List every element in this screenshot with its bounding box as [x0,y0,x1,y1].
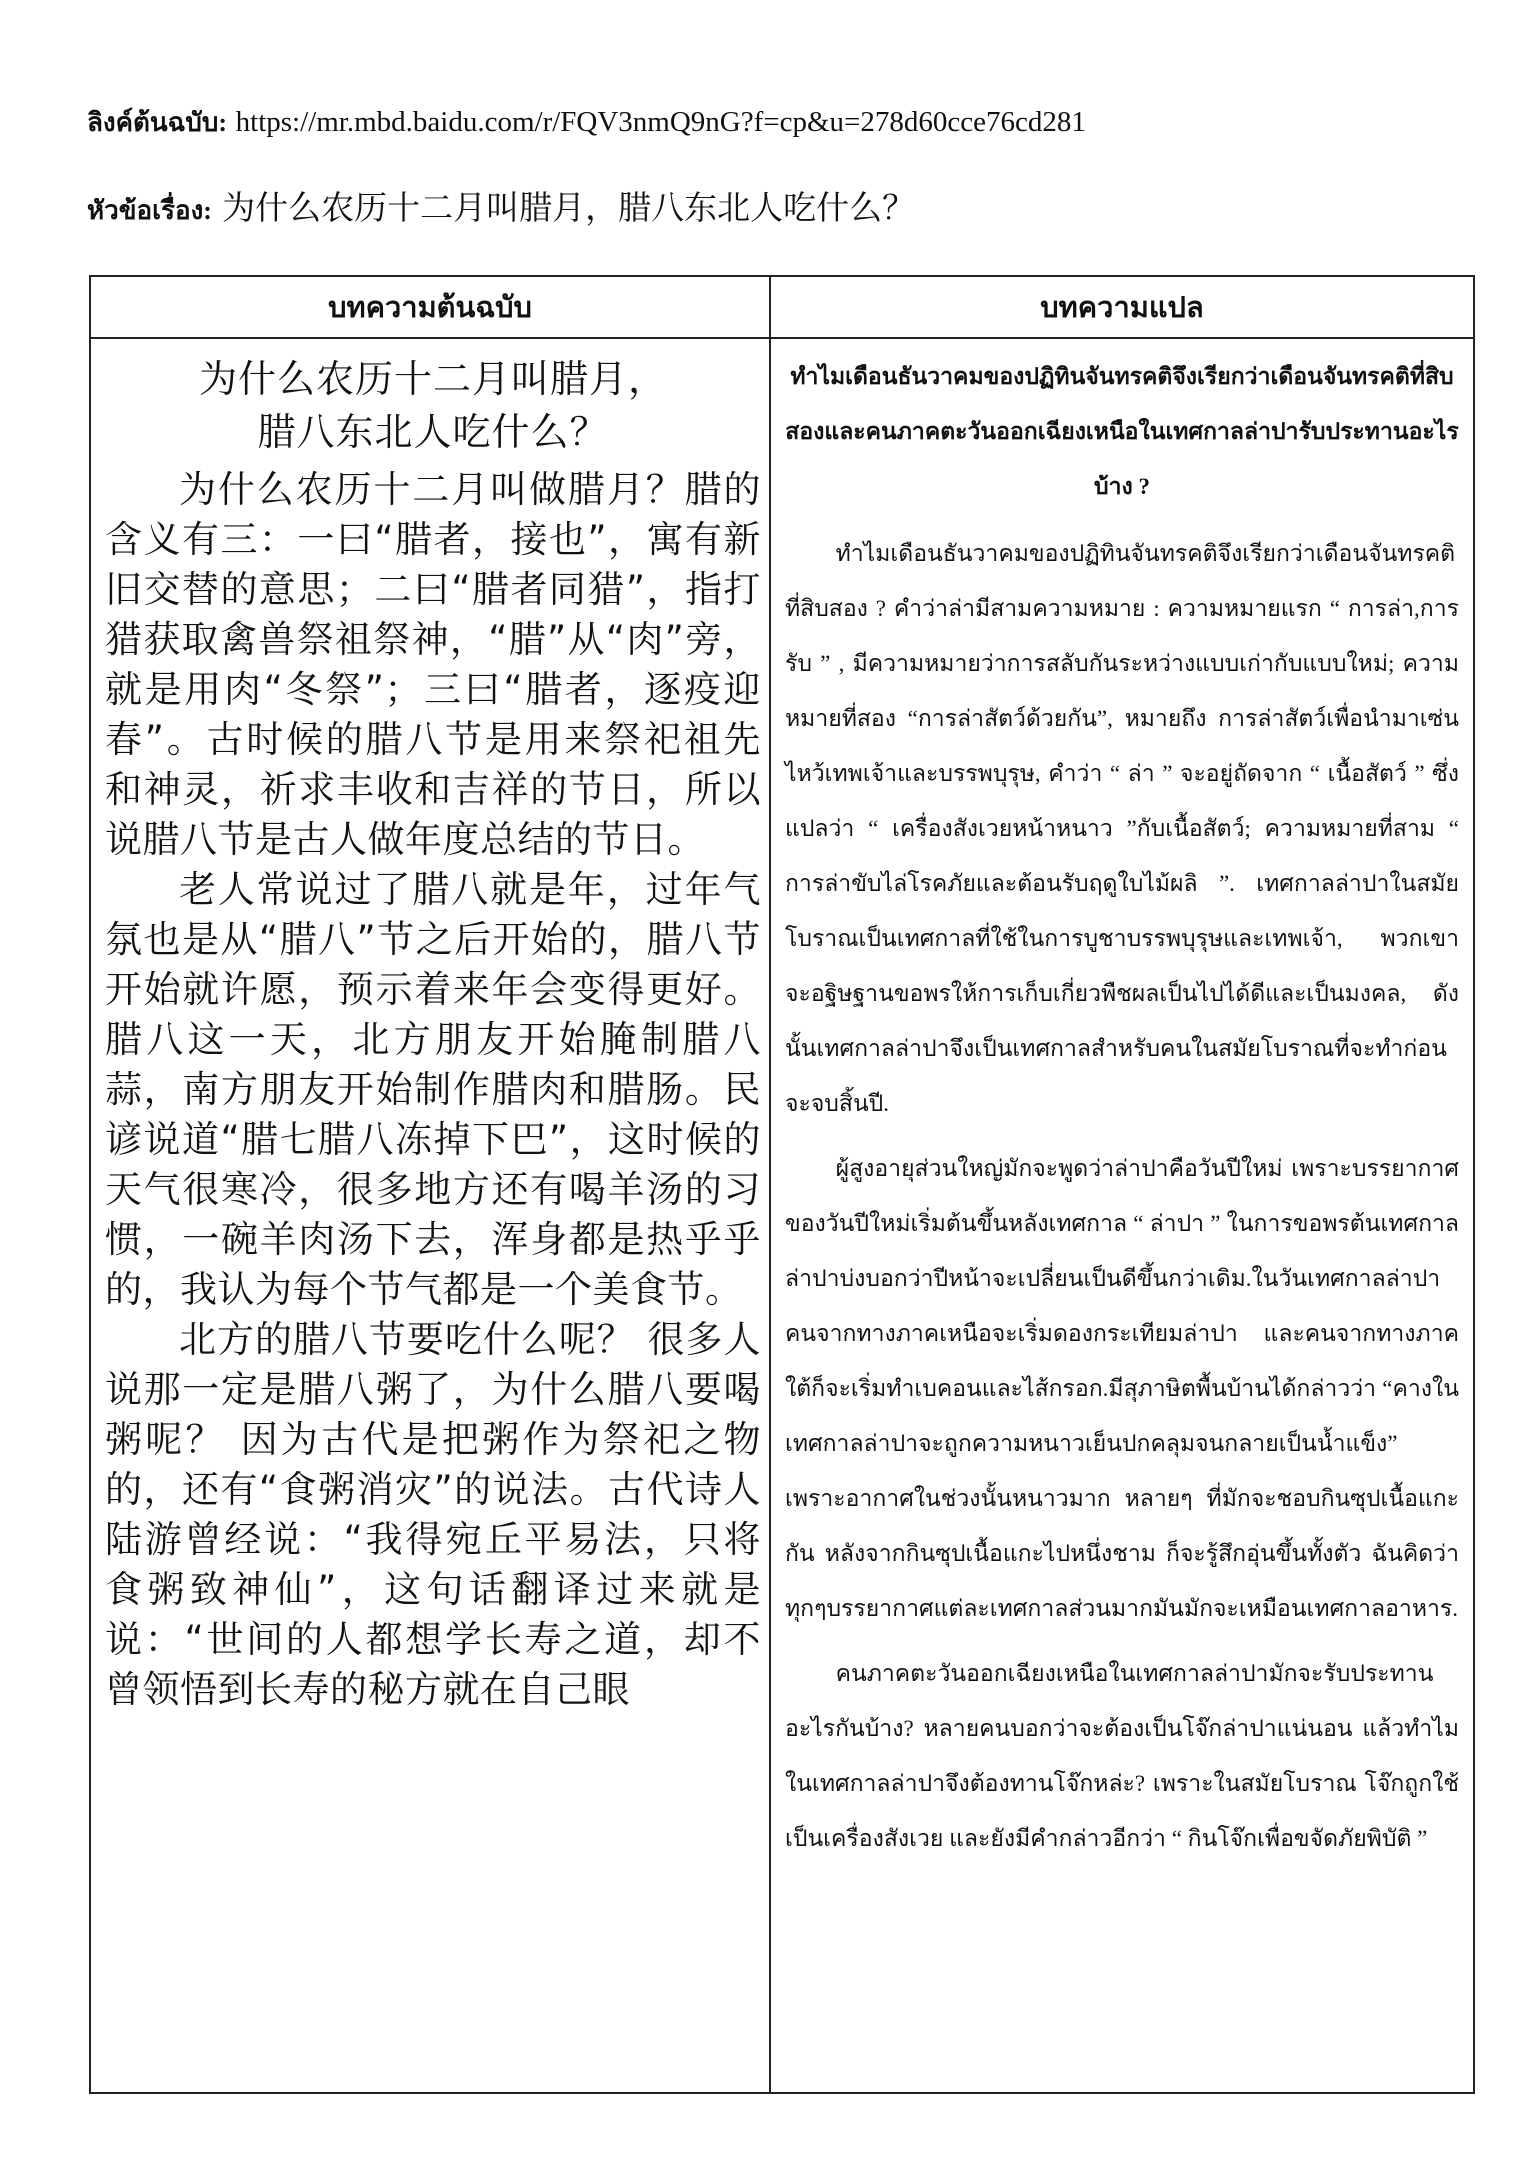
original-paragraph: 为什么农历十二月叫做腊月？腊的含义有三：一曰“腊者，接也”，寓有新旧交替的意思；二曰“腊者同猎”，指打猎获取禽兽祭祖祭神，“腊”从“肉”旁，就是用肉“冬祭”；三曰“腊者，逐疫迎春”。古时候的腊八节是用来祭祀祖先和神灵，祈求丰收和吉祥的节日，所以说腊八节是古人做年度总结的节日。 [105,468,761,861]
translation-paragraph: คนภาคตะวันออกเฉียงเหนือในเทศกาลล่าปามักจะรับประทานอะไรกันบ้าง? หลายคนบอกว่าจะต้องเป็นโจ๊กล่าปาแน่นอน แล้วทำไมในเทศกาลล่าปาจึงต้องทานโจ๊กหล่ะ? เพราะในสมัยโบราณ โจ๊กถูกใช้เป็นเครื่องสังเวย และยังมีคำกล่าวอีกว่า “ กินโจ๊กเพื่อขจัดภัยพิบัติ ” [785,1661,1459,1851]
table-header-row [90,276,1474,338]
original-paragraph: 北方的腊八节要吃什么呢？ 很多人说那一定是腊八粥了，为什么腊八要喝粥呢？ 因为古代是把粥作为祭祀之物的，还有“食粥消灾”的说法。古代诗人陆游曾经说：“我得宛丘平易法，只将食粥致神仙”，这句话翻译过来就是说：“世间的人都想学长寿之道，却不曾领悟到长寿的秘方就在自己眼 [105,1318,761,1711]
original-title [105,353,761,459]
original-title-line1: 为什么农历十二月叫腊月， [198,357,667,401]
translation-title: ทำไมเดือนธันวาคมของปฏิทินจันทรคติจึงเรียกว่าเดือนจันทรคติที่สิบสองและคนภาคตะวันออกเฉียงเหนือในเทศกาลล่าปารับประทานอะไรบ้าง ? [785,364,1459,499]
comparison-table [89,275,1475,2094]
source-link-line [87,102,1487,143]
original-column-header: บทความต้นฉบับ [90,276,770,338]
translation-column-header: บทความแปล [770,276,1474,338]
table-content-row [90,338,1474,2093]
translation-paragraph: ทำไมเดือนธันวาคมของปฏิทินจันทรคติจึงเรียกว่าเดือนจันทรคติที่สิบสอง ? คำว่าล่ามีสามความหมาย : ความหมายแรก “ การล่า,การรับ ” , มีความหมายว่าการสลับกันระหว่างแบบเก่ากับแบบใหม่; ความหมายที่สอง “การล่าสัตว์ด้วยกัน”, หมายถึง การล่าสัตว์เพื่อนำมาเซ่นไหว้เทพเจ้าและบรรพบุรุษ, คำว่า “ ล่า ” จะอยู่ถัดจาก “ เนื้อสัตว์ ” ซึ่งแปลว่า “ เครื่องสังเวยหน้าหนาว ”กับเนื้อสัตว์; ความหมายที่สาม “ การล่าขับไล่โรคภัยและต้อนรับฤดูใบไม้ผลิ ”. เทศกาลล่าปาในสมัยโบราณเป็นเทศกาลที่ใช้ในการบูชาบรรพบุรุษและเทพเจ้า, พวกเขาจะอฐิษฐานขอพรให้การเก็บเกี่ยวพืชผลเป็นไปได้ดีและเป็นมงคล, ดังนั้นเทศกาลล่าปาจึงเป็นเทศกาลสำหรับคนในสมัยโบราณที่จะทำก่อนจะจบสิ้นปี. [785,541,1459,1116]
original-paragraph: 老人常说过了腊八就是年，过年气氛也是从“腊八”节之后开始的，腊八节开始就许愿，预示着来年会变得更好。腊八这一天，北方朋友开始腌制腊八蒜，南方朋友开始制作腊肉和腊肠。民谚说道“腊七腊八冻掉下巴”，这时候的天气很寒冷，很多地方还有喝羊汤的习惯，一碗羊肉汤下去，浑身都是热乎乎的，我认为每个节气都是一个美食节。 [105,868,761,1311]
translation-cell [770,338,1474,2093]
translation-paragraph: ผู้สูงอายุส่วนใหญ่มักจะพูดว่าล่าปาคือวันปีใหม่ เพราะบรรยากาศของวันปีใหม่เริ่มต้นขึ้นหลังเทศกาล “ ล่าปา ” ในการขอพรต้นเทศกาลล่าปาบ่งบอกว่าปีหน้าจะเปลี่ยนเป็นดีขึ้นกว่าเดิม.ในวันเทศกาลล่าปาคนจากทางภาคเหนือจะเริ่มดองกระเทียมล่าปา และคนจากทางภาคใต้ก็จะเริ่มทำเบคอนและไส้กรอก.มีสุภาษิตพื้นบ้านได้กล่าวว่า “คางในเทศกาลล่าปาจะถูกความหนาวเย็นปกคลุมจนกลายเป็นน้ำแข็ง” เพราะอากาศในช่วงนั้นหนาวมาก หลายๆ ที่มักจะชอบกินซุปเนื้อแกะกัน หลังจากกินซุปเนื้อแกะไปหนึ่งชาม ก็จะรู้สึกอุ่นขึ้นทั้งตัว ฉันคิดว่าทุกๆบรรยากาศแต่ละเทศกาลส่วนมากมันมักจะเหมือนเทศกาลอาหาร. [785,1156,1459,1621]
topic-label: หัวข้อเรื่อง: [87,196,212,225]
topic-line [87,182,1487,231]
source-url[interactable]: https://mr.mbd.baidu.com/r/FQV3nmQ9nG?f=cp&u=278d60cce76cd281 [235,106,1086,138]
original-title-line2: 腊八东北人吃什么？ [257,410,609,454]
original-cell [90,338,770,2093]
source-label: ลิงค์ต้นฉบับ: [87,108,228,137]
topic-title: 为什么农历十二月叫腊月，腊八东北人吃什么？ [222,188,916,227]
